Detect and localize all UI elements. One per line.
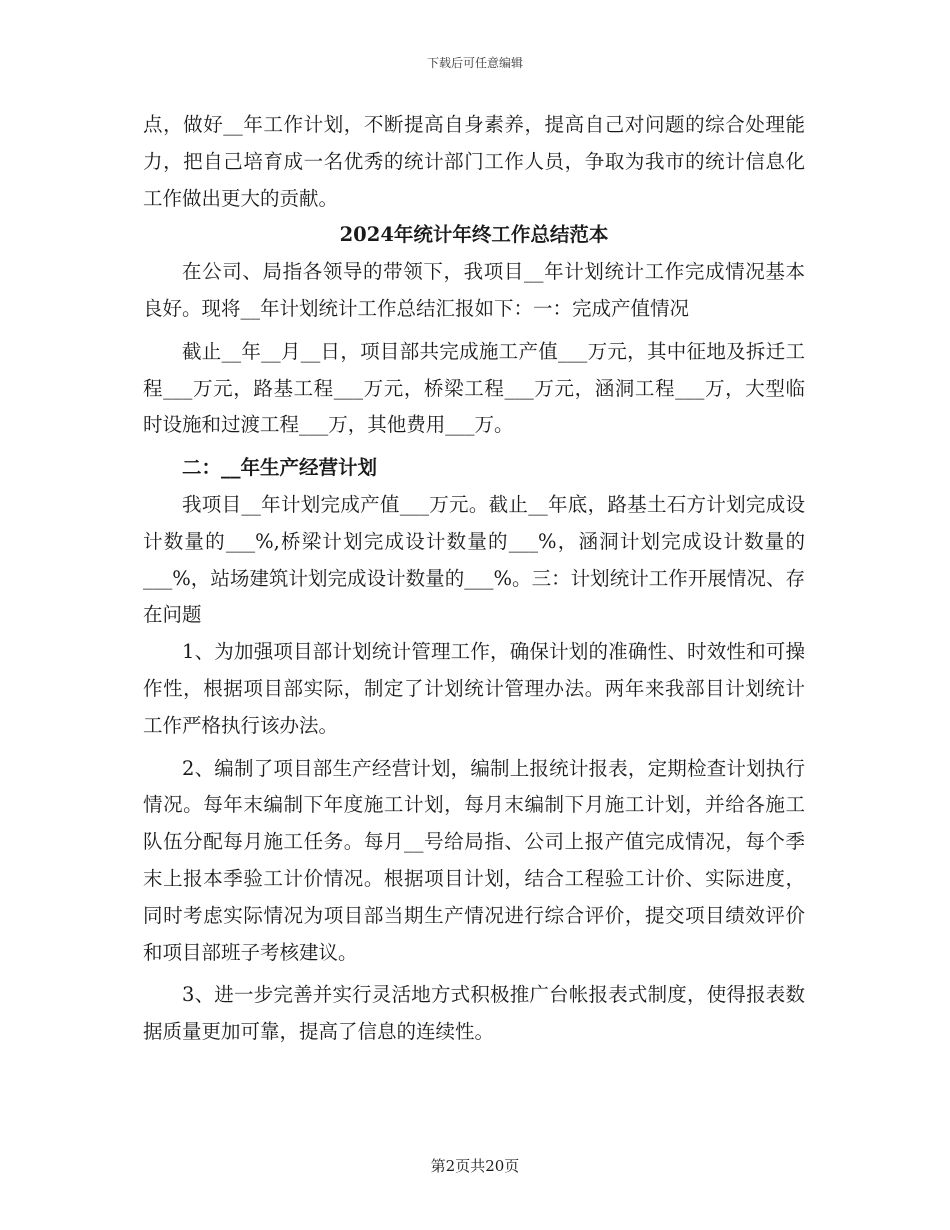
paragraph-plan: 我项目__年计划完成产值___万元。截止__年底，路基土石方计划完成设计数量的___%,桥梁计划完成设计数量的___%，涵洞计划完成设计数量的___%，站场建筑计划完成设计数量的___%。三：计划统计工作开展情况、存在问题 [143,492,805,627]
paragraph-item-1: 1、为加强项目部计划统计管理工作，确保计划的准确性、时效性和可操作性，根据项目部实际，制定了计划统计管理办法。两年来我部目计划统计工作严格执行该办法。 [143,640,805,737]
paragraph-item-3: 3、进一步完善并实行灵活地方式积极推广台帐报表式制度，使得报表数据质量更加可靠，提高了信息的连续性。 [143,983,805,1044]
document-body [143,107,805,1051]
page-footer: 第2页共20页 [430,1157,520,1175]
paragraph-intro: 在公司、局指各领导的带领下，我项目__年计划统计工作完成情况基本良好。现将__年计划统计工作总结汇报如下：一：完成产值情况 [143,260,805,320]
paragraph-continuation: 点，做好__年工作计划，不断提高自身素养，提高自己对问题的综合处理能力，把自己培育成一名优秀的统计部门工作人员，争取为我市的统计信息化工作做出更大的贡献。 [143,113,805,210]
page-header: 下载后可任意编辑 [426,56,523,70]
paragraph-item-2: 2、编制了项目部生产经营计划，编制上报统计报表，定期检查计划执行情况。每年末编制下年度施工计划，每月末编制下月施工计划，并给各施工队伍分配每月施工任务。每月__号给局指、公司上报产值完成情况，每个季末上报本季验工计价情况。根据项目计划，结合工程验工计价、实际进度，同时考虑实际情况为项目部当期生产情况进行综合评价，提交项目绩效评价和项目部班子考核建议。 [143,756,805,964]
section-heading-plan: 二：__年生产经营计划 [182,456,378,480]
paragraph-output-value: 截止__年__月__日，项目部共完成施工产值___万元，其中征地及拆迁工程___万元，路基工程___万元，桥梁工程___万元，涵洞工程___万，大型临时设施和过渡工程___万，其他费用___万。 [143,339,805,437]
document-title: 2024年统计年终工作总结范本 [339,223,609,247]
